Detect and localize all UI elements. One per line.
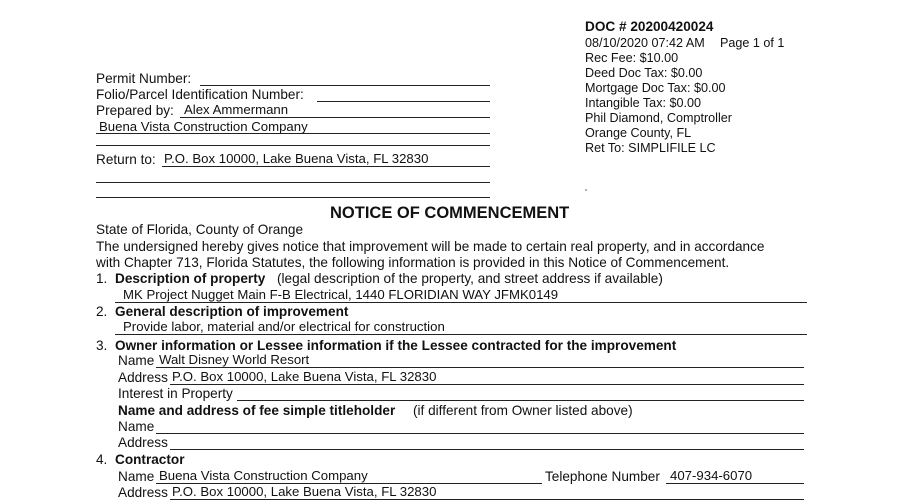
return-to-label: Return to: bbox=[96, 152, 156, 167]
permit-number-label: Permit Number: bbox=[96, 71, 192, 86]
interest-in-property-line bbox=[237, 400, 804, 401]
telephone-value: 407-934-6070 bbox=[670, 468, 753, 483]
contractor-name-label: Name bbox=[118, 469, 155, 484]
item-2-line bbox=[115, 334, 807, 335]
intro-line-1: The undersigned hereby gives notice that improvement will be made to certain real property, and in accordance bbox=[96, 239, 765, 254]
item-3-label: Owner information or Lessee information if the Lessee contracted for the improvement bbox=[115, 338, 677, 353]
owner-address-label: Address bbox=[118, 370, 168, 385]
doc-number: DOC # 20200420024 bbox=[585, 19, 714, 34]
titleholder-name-line bbox=[156, 433, 804, 434]
owner-name-value: Walt Disney World Resort bbox=[159, 352, 310, 367]
blank-line-2 bbox=[96, 182, 490, 183]
titleholder-address-label: Address bbox=[118, 435, 168, 450]
notice-title: NOTICE OF COMMENCEMENT bbox=[330, 204, 570, 222]
contractor-address-value: P.O. Box 10000, Lake Buena Vista, FL 32830 bbox=[172, 484, 437, 499]
folio-line bbox=[317, 101, 490, 102]
blank-line-3 bbox=[96, 197, 490, 198]
county: Orange County, FL bbox=[585, 126, 692, 140]
state-county: State of Florida, County of Orange bbox=[96, 222, 304, 237]
prepared-by-line bbox=[180, 117, 490, 118]
folio-label: Folio/Parcel Identification Number: bbox=[96, 87, 304, 102]
contractor-address-label: Address bbox=[118, 485, 168, 500]
page-indicator: Page 1 of 1 bbox=[720, 36, 785, 50]
return-to-value: P.O. Box 10000, Lake Buena Vista, FL 32830 bbox=[164, 151, 429, 166]
intro-line-2: with Chapter 713, Florida Statutes, the following information is provided in this Notice of Commencement. bbox=[96, 255, 730, 270]
item-4-label: Contractor bbox=[115, 452, 185, 467]
telephone-label: Telephone Number bbox=[545, 469, 660, 484]
blank-line-1 bbox=[96, 145, 490, 146]
item-1-note: (legal description of the property, and street address if available) bbox=[277, 271, 663, 286]
mortgage-doc-tax: Mortgage Doc Tax: $0.00 bbox=[585, 81, 726, 95]
owner-name-line bbox=[156, 367, 804, 368]
improvement-description-value: Provide labor, material and/or electrical for construction bbox=[123, 319, 445, 334]
contractor-address-line bbox=[170, 499, 804, 500]
item-2-number: 2. bbox=[96, 304, 108, 319]
comptroller: Phil Diamond, Comptroller bbox=[585, 111, 732, 125]
company-line bbox=[96, 133, 490, 134]
prepared-by-value: Alex Ammermann bbox=[184, 102, 289, 117]
item-2-label: General description of improvement bbox=[115, 304, 349, 319]
recording-date: 08/10/2020 07:42 AM bbox=[585, 36, 705, 50]
titleholder-name-label: Name bbox=[118, 419, 155, 434]
item-4-number: 4. bbox=[96, 452, 108, 467]
permit-number-line bbox=[200, 85, 490, 86]
item-3-number: 3. bbox=[96, 338, 108, 353]
item-1-number: 1. bbox=[96, 271, 108, 286]
fee-titleholder-note: (if different from Owner listed above) bbox=[413, 403, 633, 418]
intangible-tax: Intangible Tax: $0.00 bbox=[585, 96, 701, 110]
return-to-line bbox=[162, 166, 490, 167]
property-description-value: MK Project Nugget Main F-B Electrical, 1440 FLORIDIAN WAY JFMK0149 bbox=[123, 287, 559, 302]
item-1-line bbox=[115, 302, 807, 303]
scan-speck bbox=[585, 189, 587, 191]
interest-in-property-label: Interest in Property bbox=[118, 386, 233, 401]
owner-address-line bbox=[170, 384, 804, 385]
owner-name-label: Name bbox=[118, 353, 155, 368]
fee-titleholder-label: Name and address of fee simple titleholder bbox=[118, 403, 396, 418]
deed-doc-tax: Deed Doc Tax: $0.00 bbox=[585, 66, 703, 80]
item-1-label: Description of property bbox=[115, 271, 266, 286]
return-to-agent: Ret To: SIMPLIFILE LC bbox=[585, 141, 716, 155]
contractor-name-value: Buena Vista Construction Company bbox=[159, 468, 368, 483]
rec-fee: Rec Fee: $10.00 bbox=[585, 51, 679, 65]
prepared-by-label: Prepared by: bbox=[96, 103, 174, 118]
telephone-line bbox=[666, 483, 804, 484]
prepared-company-value: Buena Vista Construction Company bbox=[99, 119, 308, 134]
titleholder-address-line bbox=[170, 449, 804, 450]
owner-address-value: P.O. Box 10000, Lake Buena Vista, FL 32830 bbox=[172, 369, 437, 384]
